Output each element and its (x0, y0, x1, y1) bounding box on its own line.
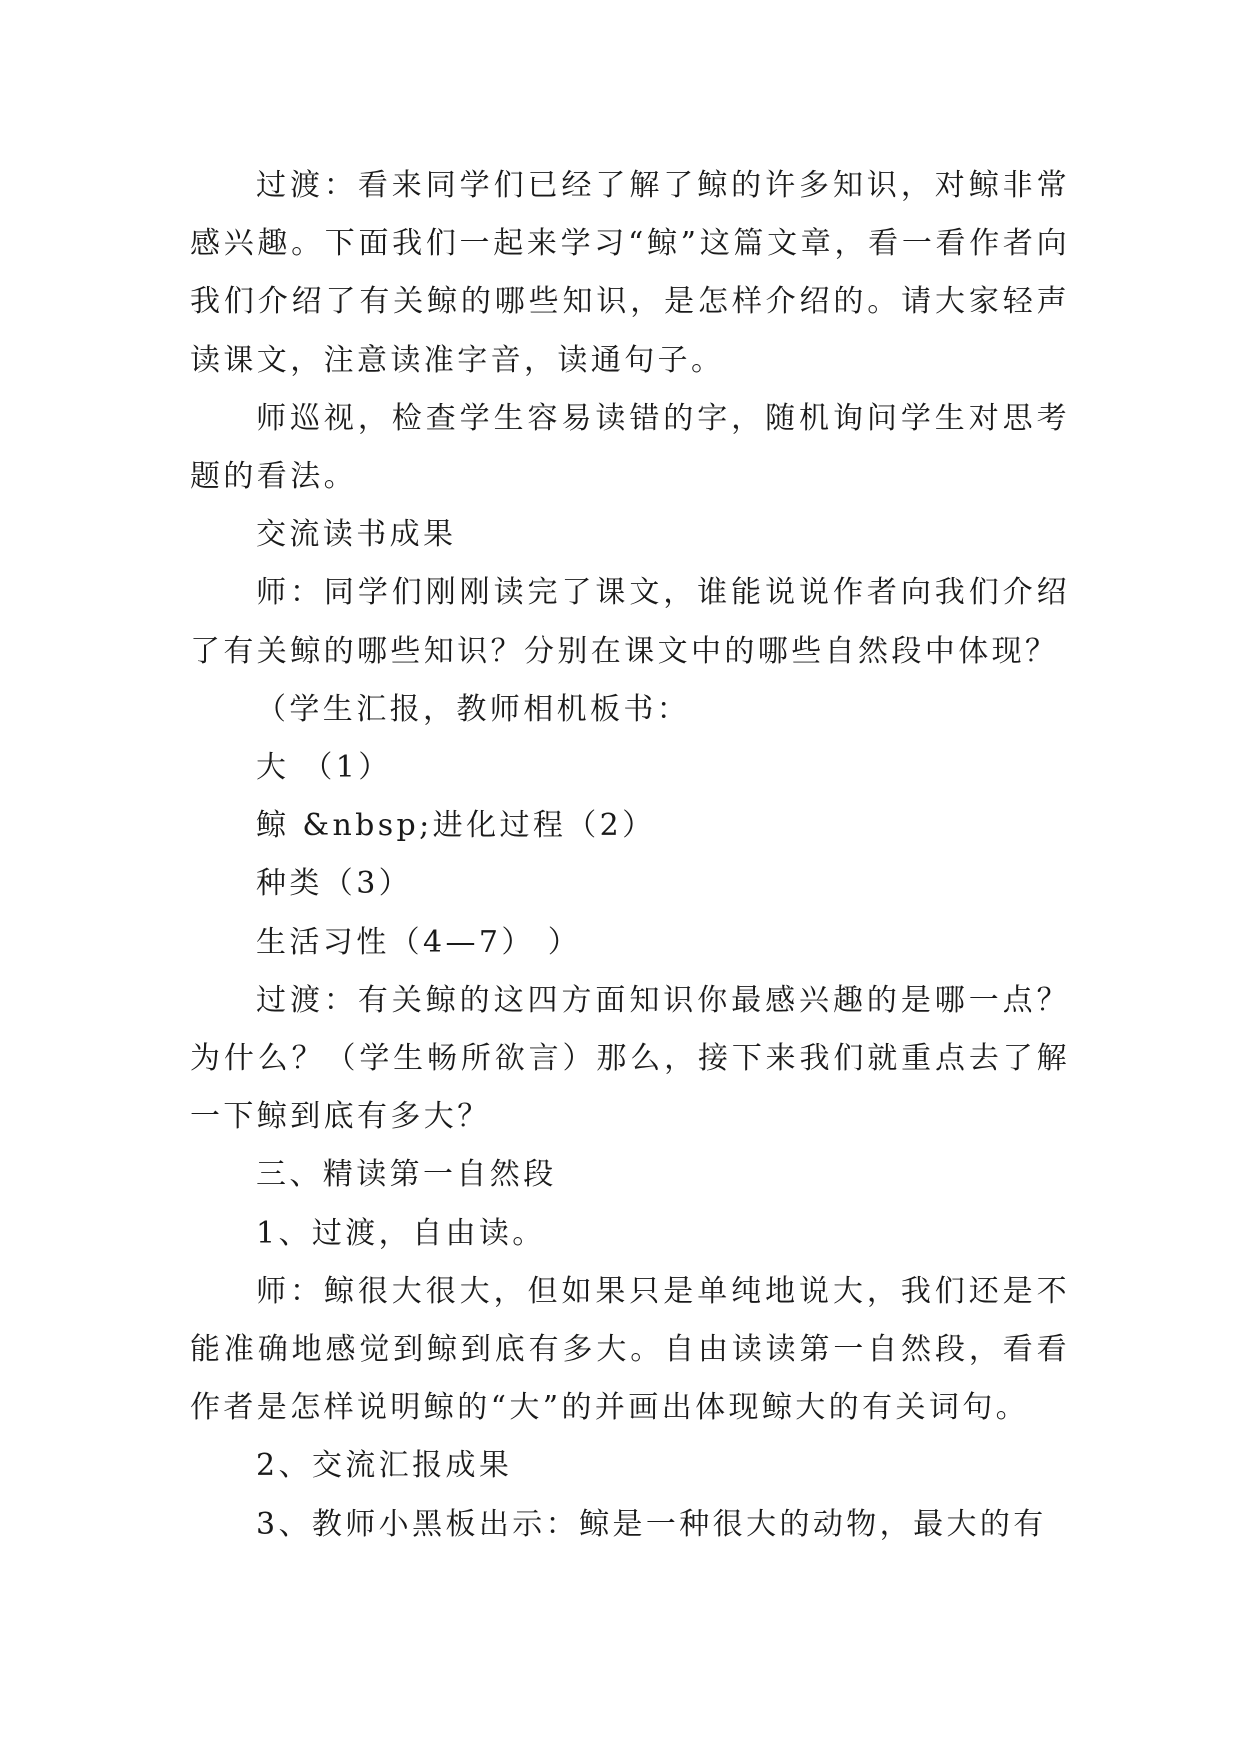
paragraph-teacher-explanation: 师：鲸很大很大，但如果只是单纯地说大，我们还是不能准确地感觉到鲸到底有多大。自由读读第一自然段，看看作者是怎样说明鲸的“大”的并画出体现鲸大的有关词句。 (190, 1273, 1070, 1426)
paragraph-teacher-question: 师：同学们刚刚读完了课文，谁能说说作者向我们介绍了有关鲸的哪些知识？分别在课文中的哪些自然段中体现？ (190, 575, 1070, 669)
paragraph-student-report: （学生汇报，教师相机板书： (256, 691, 691, 727)
paragraph-step-1: 1、过渡，自由读。 (256, 1215, 546, 1251)
paragraph-transition-intro: 过渡：看来同学们已经了解了鲸的许多知识，对鲸非常感兴趣。下面我们一起来学习“鲸”这篇文章，看一看作者向我们介绍了有关鲸的哪些知识，是怎样介绍的。请大家轻声读课文，注意读准字音，读通句子。 (190, 168, 1070, 378)
paragraph-exchange-heading: 交流读书成果 (256, 517, 457, 553)
paragraph-teacher-patrol: 师巡视，检查学生容易读错的字，随机询问学生对思考题的看法。 (190, 400, 1070, 495)
section-heading-close-reading: 三、精读第一自然段 (256, 1157, 557, 1193)
document-body (190, 157, 1070, 1554)
paragraph-transition-interest: 过渡：有关鲸的这四方面知识你最感兴趣的是哪一点？为什么？（学生畅所欲言）那么，接下来我们就重点去了解一下鲸到底有多大？ (190, 982, 1070, 1135)
paragraph-board-big: 大 （1） (256, 750, 392, 786)
paragraph-board-evolution: 鲸 &nbsp;进化过程（2） (256, 808, 656, 844)
paragraph-step-2: 2、交流汇报成果 (256, 1448, 513, 1484)
paragraph-step-3: 3、教师小黑板出示：鲸是一种很大的动物，最大的有 (256, 1506, 1047, 1542)
paragraph-board-types: 种类（3） (256, 866, 413, 902)
paragraph-board-habits: 生活习性（4—7） ） (256, 924, 582, 960)
